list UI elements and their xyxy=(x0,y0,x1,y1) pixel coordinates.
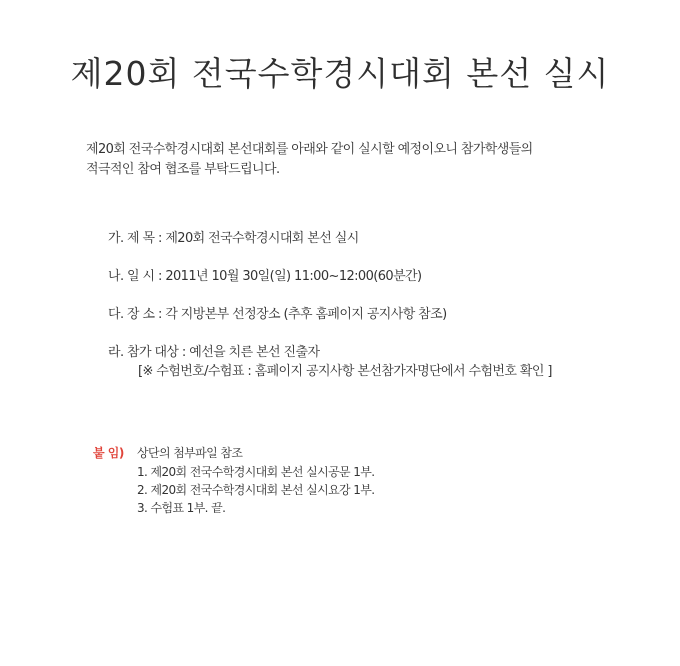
attachment-item-2: 2. 제20회 전국수학경시대회 본선 실시요강 1부. xyxy=(137,483,375,497)
attachment-item-1: 1. 제20회 전국수학경시대회 본선 실시공문 1부. xyxy=(137,465,375,479)
intro-paragraph xyxy=(86,140,533,180)
detail-item-subject: 가. 제 목 : 제20회 전국수학경시대회 본선 실시 xyxy=(108,231,359,246)
attachment-label: 붙 임) xyxy=(93,446,124,460)
attachment-list xyxy=(137,463,375,517)
attachment-title: 상단의 첨부파일 참조 xyxy=(137,446,243,460)
detail-item-location: 다. 장 소 : 각 지방본부 선정장소 (추후 홈페이지 공지사항 참조) xyxy=(108,307,447,322)
attachment-item-3: 3. 수험표 1부. 끝. xyxy=(137,501,226,515)
detail-list xyxy=(108,229,447,363)
detail-item-participants: 라. 참가 대상 : 예선을 치른 본선 진출자 xyxy=(108,345,320,360)
page-title: 제20회 전국수학경시대회 본선 실시 xyxy=(70,54,610,93)
intro-line-2: 적극적인 참여 협조를 부탁드립니다. xyxy=(86,162,280,177)
intro-line-1: 제20회 전국수학경시대회 본선대회를 아래와 같이 실시할 예정이오니 참가학생들의 xyxy=(86,142,533,157)
detail-item-datetime: 나. 일 시 : 2011년 10월 30일(일) 11:00~12:00(60분간) xyxy=(108,269,422,284)
exam-number-note: [※ 수험번호/수험표 : 홈페이지 공지사항 본선참가자명단에서 수험번호 확인 ] xyxy=(138,364,552,379)
